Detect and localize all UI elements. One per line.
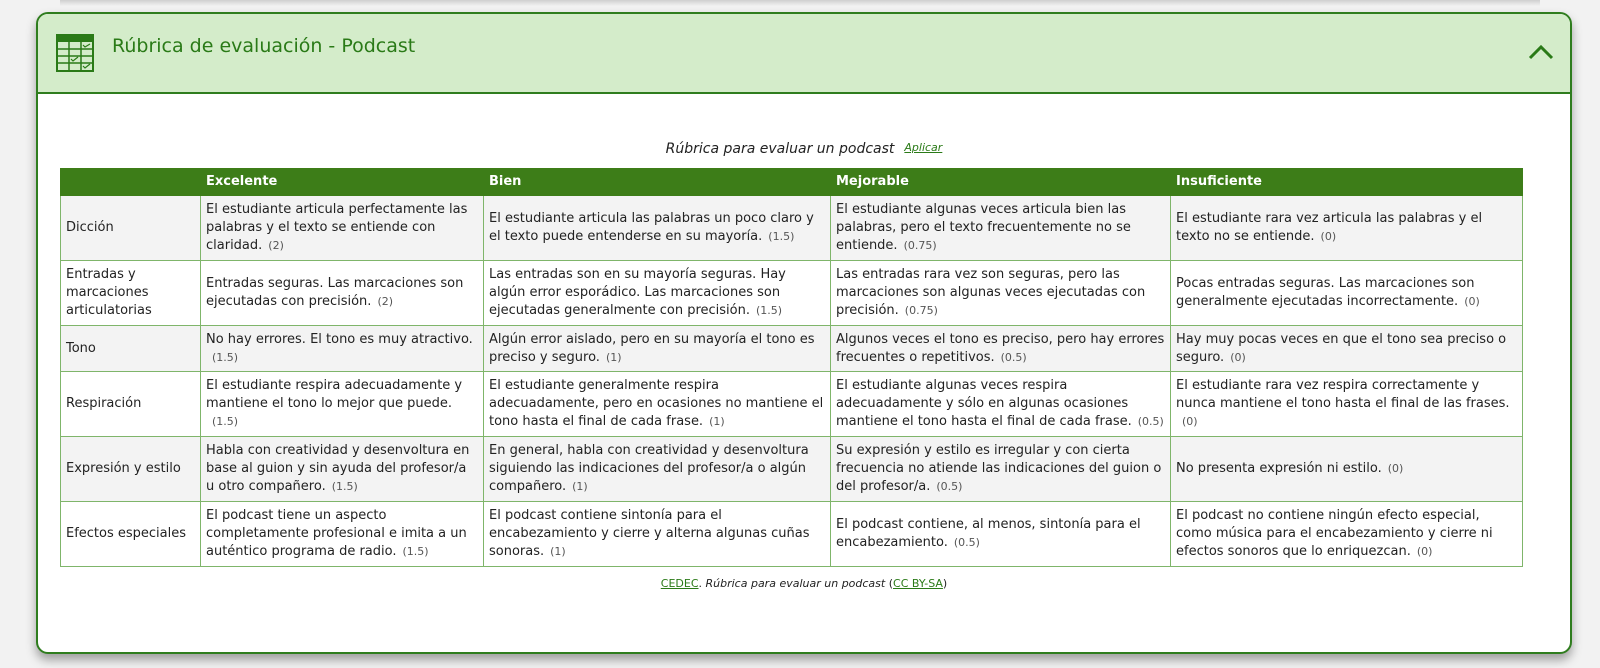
column-header — [61, 169, 201, 196]
score-label: (2) — [268, 239, 284, 252]
cell-text: Su expresión y estilo es irregular y con cierta frecuencia no atiende las indicaciones del guion o del profesor/a. — [836, 443, 1162, 494]
apply-link[interactable]: Aplicar — [904, 141, 943, 154]
score-label: (0.5) — [936, 480, 963, 493]
rubric-table — [60, 168, 1523, 567]
rubric-card — [36, 12, 1572, 654]
score-label: (1.5) — [331, 480, 358, 493]
rubric-cell — [831, 372, 1171, 437]
score-label: (0) — [1416, 545, 1433, 558]
rubric-cell — [201, 326, 484, 372]
cell-text: El estudiante respira adecuadamente y mantiene el tono lo mejor que puede. — [206, 378, 463, 411]
footer-title: Rúbrica para evaluar un podcast — [705, 577, 886, 590]
score-label: (0) — [1182, 415, 1198, 428]
cell-text: No presenta expresión ni estilo. — [1176, 461, 1382, 476]
rubric-cell — [831, 261, 1171, 326]
score-label: (0.5) — [953, 536, 980, 549]
score-label: (0.75) — [903, 239, 937, 252]
score-label: (0) — [1387, 462, 1404, 475]
score-label: (1) — [572, 480, 588, 493]
rubric-cell — [831, 326, 1171, 372]
footer-close-paren: ) — [942, 577, 948, 590]
rubric-cell — [1171, 326, 1523, 372]
rubric-cell — [831, 437, 1171, 502]
table-row — [61, 196, 1523, 261]
chevron-up-icon[interactable] — [1526, 38, 1556, 68]
rubric-cell — [484, 326, 831, 372]
cell-text: El estudiante rara vez articula las palabras y el texto no se entiende. — [1176, 211, 1483, 244]
rubric-cell — [201, 261, 484, 326]
cell-text: Hay muy pocas veces en que el tono sea preciso o seguro. — [1176, 331, 1507, 365]
cell-text: El podcast contiene, al menos, sintonía para el encabezamiento. — [836, 517, 1141, 550]
cell-text: No hay errores. El tono es muy atractivo. — [206, 331, 473, 347]
rubric-cell — [484, 261, 831, 326]
score-label: (1.5) — [212, 350, 239, 364]
cell-text: El estudiante generalmente respira adecuadamente, pero en ocasiones no mantiene el tono hasta el final de cada frase. — [489, 378, 824, 429]
rubric-cell — [1171, 196, 1523, 261]
column-header-mejorable: Mejorable — [831, 169, 1171, 196]
footer-open-paren: ( — [885, 577, 894, 590]
criterion-cell: Respiración — [61, 372, 201, 437]
score-label: (2) — [377, 295, 394, 308]
score-label: (0.5) — [1137, 415, 1164, 428]
cell-text: Pocas entradas seguras. Las marcaciones son generalmente ejecutadas incorrectamente. — [1176, 276, 1475, 309]
cell-text: Algunos veces el tono es preciso, pero hay errores frecuentes o repetitivos. — [836, 331, 1165, 365]
cell-text: El estudiante rara vez respira correctamente y nunca mantiene el tono hasta el final de las frases. — [1176, 378, 1510, 411]
card-title: Rúbrica de evaluación - Podcast — [112, 35, 416, 57]
cell-text: En general, habla con creatividad y desenvoltura siguiendo las indicaciones del profesor/a o algún compañero. — [489, 443, 809, 494]
cell-text: Las entradas rara vez son seguras, pero las marcaciones son algunas veces ejecutadas con precisión. — [836, 267, 1146, 318]
table-row — [61, 502, 1523, 567]
cell-text: El estudiante articula las palabras un poco claro y el texto puede entenderse en su mayoría. — [489, 211, 814, 244]
footer-separator: . — [698, 577, 706, 590]
score-label: (0.75) — [904, 304, 938, 317]
rubric-cell — [484, 196, 831, 261]
cell-text: Entradas seguras. Las marcaciones son ejecutadas con precisión. — [206, 276, 464, 309]
cell-text: El estudiante algunas veces articula bien las palabras, pero el texto frecuentemente no se entiende. — [836, 202, 1131, 253]
rubric-cell — [201, 502, 484, 567]
column-header-bien: Bien — [484, 169, 831, 196]
cell-text: El estudiante articula perfectamente las palabras y el texto se entiende con claridad. — [206, 202, 468, 253]
rubric-cell — [201, 437, 484, 502]
score-label: (0) — [1320, 230, 1337, 243]
rubric-cell — [484, 372, 831, 437]
rubric-cell — [831, 196, 1171, 261]
column-header-excelente: Excelente — [201, 169, 484, 196]
score-label: (1) — [605, 350, 622, 364]
cell-text: El podcast no contiene ningún efecto especial, como música para el encabezamiento y cierre ni efectos sonoros que lo enriquezcan. — [1176, 508, 1493, 559]
rubric-cell — [1171, 261, 1523, 326]
cell-text: El estudiante algunas veces respira adecuadamente y sólo en algunas ocasiones mantiene el tono hasta el final de cada frase. — [836, 378, 1132, 429]
card-header[interactable] — [38, 14, 1570, 94]
column-header-insuficiente: Insuficiente — [1171, 169, 1523, 196]
cell-text: Las entradas son en su mayoría seguras. Hay algún error esporádico. Las marcaciones son ejecutadas generalmente con precisión. — [489, 267, 786, 318]
cell-text: El podcast tiene un aspecto completamente profesional e imita a un auténtico programa de radio. — [206, 508, 467, 559]
author-link[interactable]: CEDEC — [660, 577, 699, 590]
table-caption — [38, 141, 1570, 157]
table-row — [61, 261, 1523, 326]
score-label: (0) — [1464, 295, 1480, 308]
rubric-cell — [1171, 437, 1523, 502]
rubric-cell — [201, 196, 484, 261]
score-label: (0) — [1230, 350, 1246, 364]
attribution-footer — [38, 577, 1570, 590]
license-link[interactable]: CC BY-SA — [893, 577, 943, 590]
criterion-cell: Dicción — [61, 196, 201, 261]
rubric-cell — [484, 437, 831, 502]
table-header-row — [61, 169, 1523, 196]
table-icon — [56, 34, 94, 72]
table-row — [61, 372, 1523, 437]
page-top-shadow — [60, 0, 1540, 6]
criterion-cell: Expresión y estilo — [61, 437, 201, 502]
rubric-cell — [831, 502, 1171, 567]
criterion-cell: Tono — [61, 326, 201, 372]
score-label: (0.5) — [1000, 350, 1027, 364]
criterion-cell: Efectos especiales — [61, 502, 201, 567]
score-label: (1.5) — [755, 304, 783, 317]
table-row — [61, 437, 1523, 502]
rubric-cell — [1171, 372, 1523, 437]
cell-text: Algún error aislado, pero en su mayoría el tono es preciso y seguro. — [489, 331, 815, 365]
rubric-cell — [201, 372, 484, 437]
score-label: (1) — [709, 415, 725, 428]
score-label: (1) — [550, 545, 566, 558]
rubric-cell — [1171, 502, 1523, 567]
score-label: (1.5) — [768, 230, 795, 243]
score-label: (1.5) — [402, 545, 429, 558]
score-label: (1.5) — [212, 415, 239, 428]
criterion-cell: Entradas y marcaciones articulatorias — [61, 261, 201, 326]
cell-text: Habla con creatividad y desenvoltura en base al guion y sin ayuda del profesor/a u otro compañero. — [206, 443, 470, 494]
table-row — [61, 326, 1523, 372]
cell-text: El podcast contiene sintonía para el encabezamiento y cierre y alterna algunas cuñas sonoras. — [489, 508, 810, 559]
rubric-cell — [484, 502, 831, 567]
caption-text: Rúbrica para evaluar un podcast — [665, 141, 895, 157]
